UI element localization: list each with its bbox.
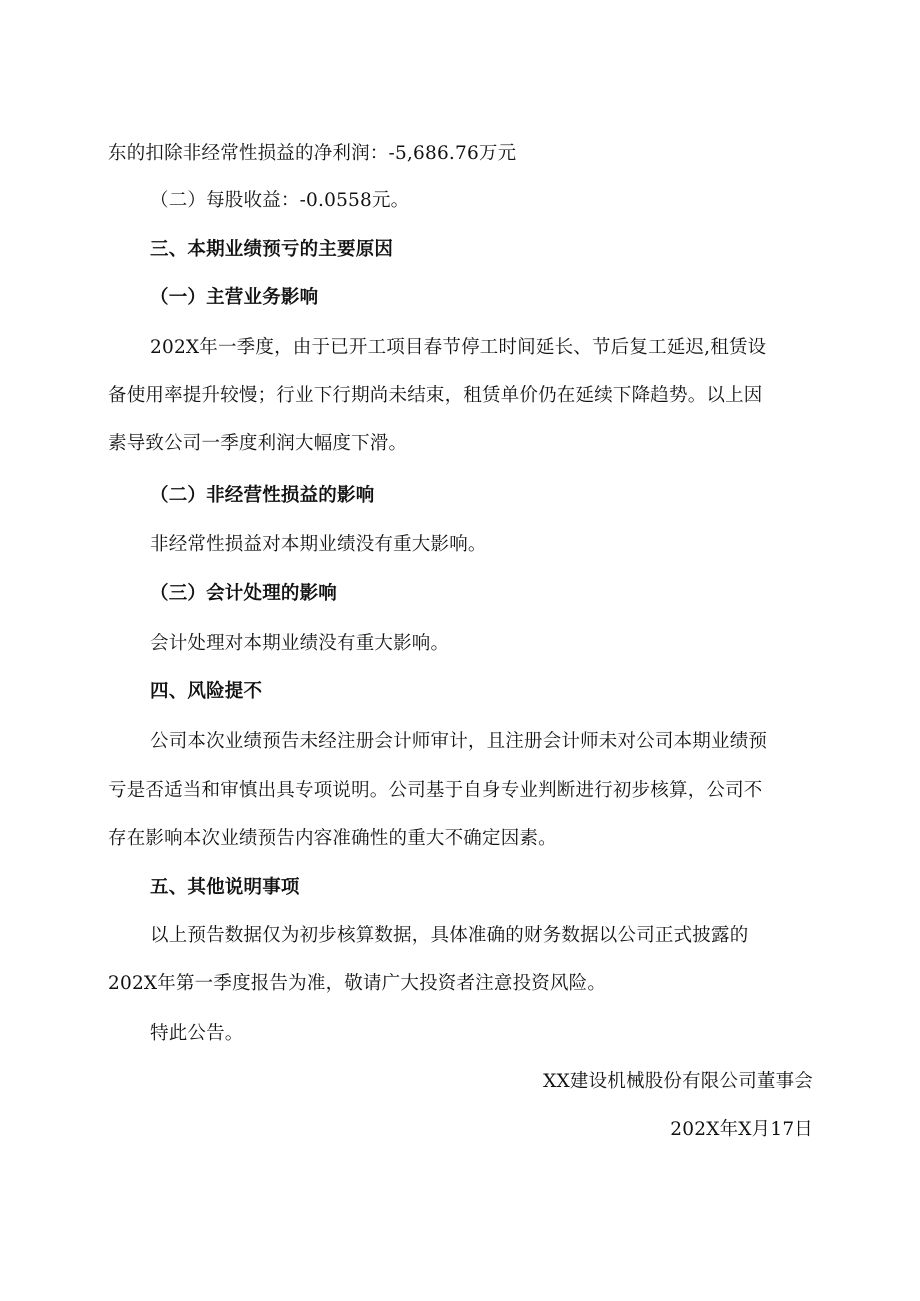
subheading-main-business: （一）主营业务影响 [150,287,319,308]
paragraph-risk-line-3: 存在影响本次业绩预告内容准确性的重大不确定因素。 [108,828,557,849]
paragraph-main-business-line-2: 备使用率提升较慢；行业下行期尚未结束，租赁单价仍在延续下降趋势。以上因 [108,385,763,406]
subheading-accounting: （三）会计处理的影响 [150,583,338,604]
paragraph-notice: 特此公告。 [150,1023,244,1044]
heading-other: 五、其他说明事项 [150,877,300,898]
heading-main-reasons: 三、本期业绩预亏的主要原因 [150,239,394,260]
paragraph-other-line-1: 以上预告数据仅为初步核算数据，具体准确的财务数据以公司正式披露的 [150,925,749,946]
paragraph-eps: （二）每股收益：-0.0558元。 [150,190,410,211]
paragraph-main-business-line-3: 素导致公司一季度利润大幅度下滑。 [108,433,408,454]
subheading-non-operating: （二）非经营性损益的影响 [150,485,375,506]
paragraph-risk-line-2: 亏是否适当和审慎出具专项说明。公司基于自身专业判断进行初步核算，公司不 [108,780,763,801]
paragraph-main-business-line-1: 202X年一季度，由于已开工项目春节停工时间延长、节后复工延迟,租赁设 [150,337,767,358]
paragraph-risk-line-1: 公司本次业绩预告未经注册会计师审计，且注册会计师未对公司本期业绩预 [150,731,768,752]
paragraph-net-profit-tail: 东的扣除非经常性损益的净利润：-5,686.76万元 [108,143,517,164]
paragraph-accounting: 会计处理对本期业绩没有重大影响。 [150,633,450,654]
paragraph-non-operating: 非经常性损益对本期业绩没有重大影响。 [150,534,487,555]
paragraph-other-line-2: 202X年第一季度报告为准，敬请广大投资者注意投资风险。 [108,973,607,994]
signature-date: 202X年X月17日 [670,1119,813,1140]
heading-risk: 四、风险提不 [150,681,263,702]
signature-board: XX建设机械股份有限公司董事会 [543,1071,813,1092]
